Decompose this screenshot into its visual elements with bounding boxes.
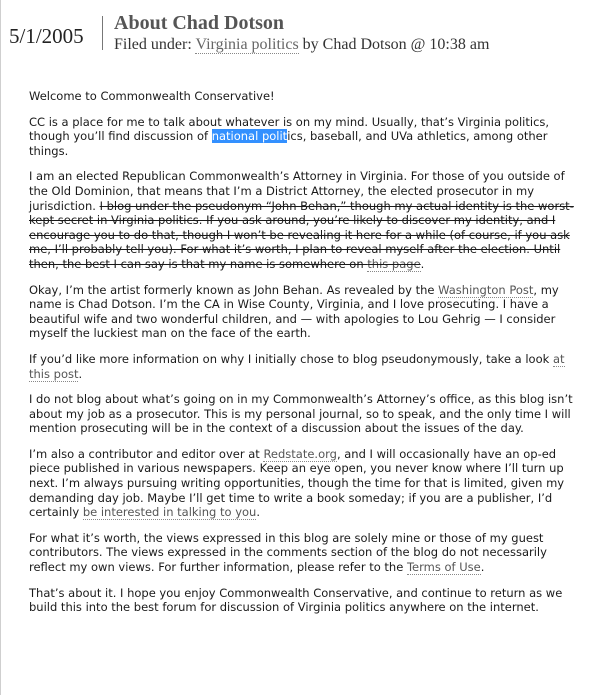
redstate-link[interactable]: Redstate.org — [263, 446, 337, 461]
selected-text: national polit — [211, 129, 288, 144]
post-meta — [114, 36, 489, 54]
contact-link[interactable]: be interested in talking to you — [82, 505, 257, 520]
paragraph-text: . — [420, 256, 425, 271]
paragraph-text: I’m also a contributor and editor over at — [29, 446, 264, 461]
paragraph-role — [29, 169, 581, 271]
filed-under-label: Filed under: — [114, 36, 196, 53]
paragraph-text: I am an elected Republican Commonwealth’s Attorney in Virginia. For those of you outside of the Old Dominion, that means that I’m a District Attorney, the elected prosecutor in my jurisdiction. — [29, 169, 565, 213]
paragraph-text: , my name is Chad Dotson. I’m the CA in Wise County, Virginia, and I love prosecuting. I have a beautiful wife and two wonderful children, and — with apologies to Lou Gehrig — I consider myself the luckiest man on the face of the earth. — [29, 282, 559, 341]
struck-text-body: I blog under the pseudonym “John Behan,” though my actual identity is the worst-kept secret in Virginia politics. If you ask around, you’re likely to discover my identity, and I encourage you to do that, though I won’t be revealing it here for a while (of course, if you ask me, I’ll probably tell you). For what it’s worth, I plan to reveal myself after the election. Until then, the best I can say is that my name is somewhere on — [29, 198, 574, 271]
paragraph-welcome: Welcome to Commonwealth Conservative! — [29, 89, 275, 103]
paragraph-closing: That’s about it. I hope you enjoy Commonwealth Conservative, and continue to return as we build this into the best forum for discussion of Virginia politics anywhere on the internet. — [29, 585, 563, 615]
paragraph-pseudonym — [29, 352, 581, 381]
paragraph-text: . — [78, 366, 83, 381]
at-this-post-link[interactable]: at this post — [29, 351, 565, 381]
this-page-link[interactable]: this page — [367, 256, 421, 271]
paragraph-text: If you’d like more information on why I initially chose to blog pseudonymously, take a look — [29, 351, 553, 366]
post-date: 5/1/2005 — [9, 24, 84, 48]
paragraph-office: I do not blog about what’s going on in my Commonwealth’s Attorney’s office, as this blog isn’t about my job as a prosecutor. This is my personal journal, so to speak, and the only time I will mention prosecuting will be in the context of a discussion about the issues of the day. — [29, 392, 573, 436]
category-link[interactable]: Virginia politics — [195, 36, 299, 53]
paragraph-text: Okay, I’m the artist formerly known as John Behan. As revealed by the — [29, 282, 439, 297]
paragraph-disclaimer — [29, 531, 581, 575]
paragraph-text: ics, baseball, and UVa athletics, among other things. — [29, 129, 548, 158]
terms-of-use-link[interactable]: Terms of Use — [406, 560, 481, 575]
paragraph-text: , and I will occasionally have an op-ed piece published in various newspapers. Keep an eye open, you never know where I’ll turn up next. I’m always pursuing writing opportunities, though the time for that is limited, given my demanding day job. Maybe I’ll get time to write a book someday; if you are a publisher, I’d certainly — [29, 446, 565, 520]
paragraph-text: For what it’s worth, the views expressed in this blog are solely mine or those of my guest contributors. The views expressed in the comments section of the blog do not necessarily reflect my own views. For further information, please refer to the — [29, 530, 547, 575]
paragraph-identity — [29, 283, 581, 341]
paragraph-text: CC is a place for me to talk about whatever is on my mind. Usually, that’s Virginia politics, though you’ll find discussion of — [29, 114, 550, 144]
post-body — [29, 89, 581, 626]
post-title: About Chad Dotson — [114, 12, 285, 34]
header-divider — [102, 16, 103, 50]
paragraph-text: . — [256, 505, 260, 520]
paragraph-text: . — [480, 560, 485, 575]
paragraph-intro — [29, 115, 581, 159]
struck-text — [29, 199, 574, 272]
paragraph-contributor — [29, 447, 581, 520]
post-byline: by Chad Dotson @ 10:38 am — [298, 36, 490, 53]
washington-post-link[interactable]: Washington Post — [438, 282, 534, 297]
